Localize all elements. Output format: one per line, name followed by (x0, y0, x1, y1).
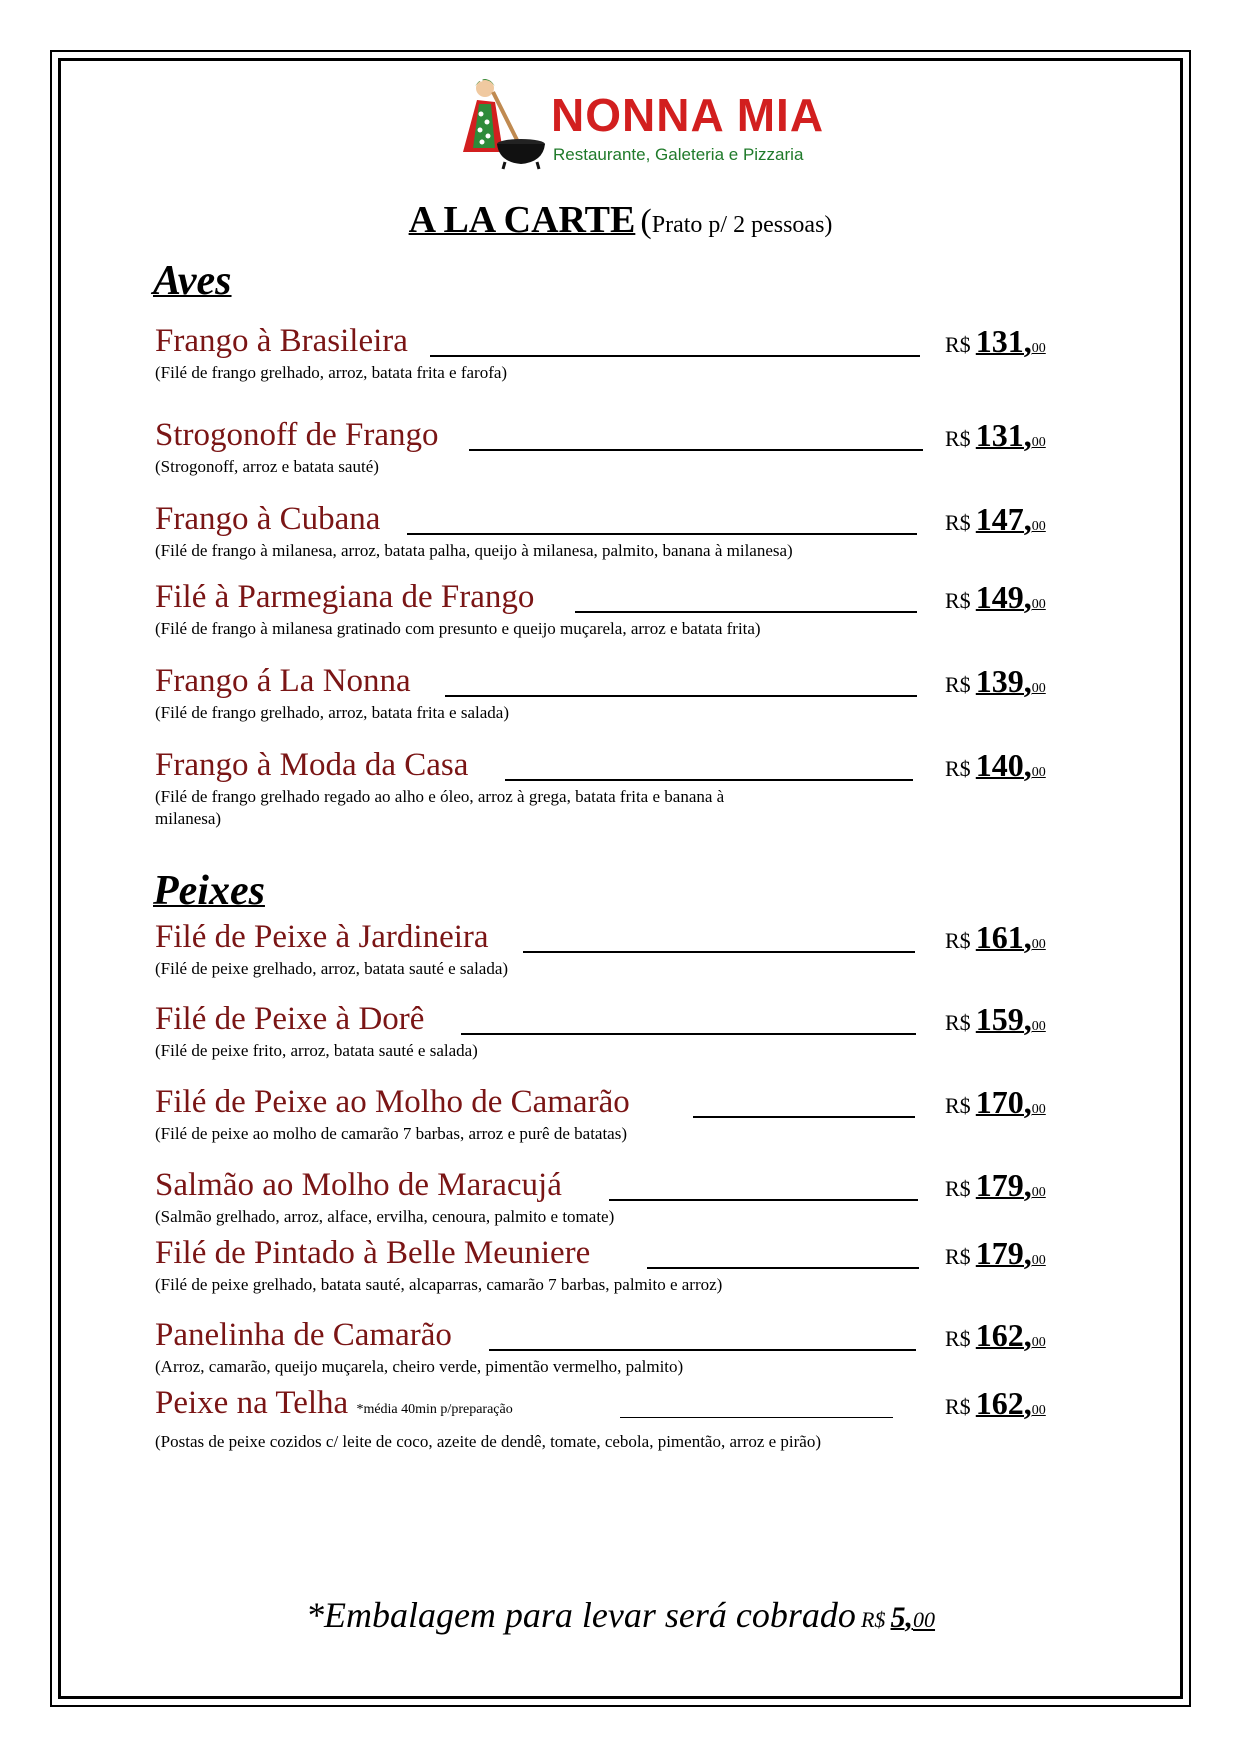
menu-subtitle: Prato p/ 2 pessoas) (651, 212, 833, 238)
item-leader-line (505, 779, 913, 781)
item-description: (Filé de frango grelhado regado ao alho e óleo, arroz à grega, batata frita e banana à milanesa) (155, 787, 725, 828)
price-integer: 140, (975, 747, 1032, 783)
item-name: Frango à Brasileira (155, 323, 408, 359)
menu-item (155, 1083, 1085, 1145)
item-price (945, 1234, 1046, 1280)
price-cents: 00 (1031, 1102, 1046, 1117)
brand-name: NONNA MIA (551, 89, 825, 141)
menu-item (155, 322, 1085, 384)
currency-symbol: R$ (945, 426, 971, 451)
item-price (945, 1384, 1046, 1430)
currency-symbol: R$ (945, 1394, 971, 1419)
item-description: (Strogonoff, arroz e batata sauté) (155, 457, 379, 476)
item-name: Filé de Peixe ao Molho de Camarão (155, 1084, 630, 1120)
item-name: Salmão ao Molho de Maracujá (155, 1167, 562, 1203)
item-leader-line (523, 951, 915, 953)
price-integer: 179, (975, 1235, 1032, 1271)
item-description: (Filé de peixe grelhado, batata sauté, alcaparras, camarão 7 barbas, palmito e arroz) (155, 1275, 723, 1294)
price-integer: 162, (975, 1385, 1032, 1421)
item-leader-line (469, 449, 923, 451)
takeaway-price-cents: 00 (913, 1607, 936, 1632)
price-integer: 179, (975, 1167, 1032, 1203)
menu-item (155, 1384, 1085, 1453)
item-description: (Filé de peixe grelhado, arroz, batata sauté e salada) (155, 959, 509, 978)
restaurant-logo (455, 70, 825, 170)
price-cents: 00 (1031, 937, 1046, 952)
item-leader-line (430, 355, 920, 357)
currency-symbol: R$ (945, 1176, 971, 1201)
item-leader-line (609, 1199, 918, 1201)
section-title-peixes: Peixes (153, 868, 265, 914)
price-cents: 00 (1031, 519, 1046, 534)
item-leader-line (620, 1417, 893, 1418)
menu-item (155, 1316, 1085, 1378)
item-leader-line (693, 1116, 915, 1118)
currency-symbol: R$ (945, 1093, 971, 1118)
item-prep-note: *média 40min p/preparação (356, 1402, 513, 1417)
item-leader-line (445, 695, 917, 697)
price-cents: 00 (1031, 1253, 1046, 1268)
price-integer: 139, (975, 663, 1032, 699)
menu-item (155, 416, 1085, 478)
currency-symbol: R$ (945, 1010, 971, 1035)
price-cents: 00 (1031, 1019, 1046, 1034)
nonna-cooking-illustration (455, 70, 555, 170)
takeaway-price-integer: 5, (890, 1601, 914, 1634)
menu-item (155, 1000, 1085, 1062)
item-price (945, 500, 1046, 546)
item-description: (Postas de peixe cozidos c/ leite de coco, azeite de dendê, tomate, cebola, pimentão, arroz e pirão) (155, 1432, 822, 1451)
currency-symbol: R$ (945, 1326, 971, 1351)
menu-item (155, 578, 1085, 640)
item-price (945, 662, 1046, 708)
price-integer: 149, (975, 579, 1032, 615)
price-integer: 131, (975, 417, 1032, 453)
currency-symbol: R$ (945, 928, 971, 953)
price-integer: 162, (975, 1317, 1032, 1353)
item-leader-line (647, 1267, 919, 1269)
item-price (945, 1316, 1046, 1362)
takeaway-currency: R$ (860, 1607, 886, 1632)
price-cents: 00 (1031, 597, 1046, 612)
item-price (945, 578, 1046, 624)
currency-symbol: R$ (945, 510, 971, 535)
item-price (945, 746, 1046, 792)
menu-item (155, 918, 1085, 980)
price-integer: 159, (975, 1001, 1032, 1037)
item-description: (Filé de peixe frito, arroz, batata sauté e salada) (155, 1041, 478, 1060)
item-name: Filé à Parmegiana de Frango (155, 579, 535, 615)
menu-item (155, 1166, 1085, 1228)
menu-item (155, 500, 1085, 562)
currency-symbol: R$ (945, 588, 971, 613)
item-price (945, 918, 1046, 964)
item-leader-line (489, 1349, 916, 1351)
item-name: Filé de Peixe à Dorê (155, 1001, 425, 1037)
item-description: (Filé de frango grelhado, arroz, batata frita e salada) (155, 703, 509, 722)
item-name: Frango à Cubana (155, 501, 381, 537)
item-leader-line (407, 533, 917, 535)
price-cents: 00 (1031, 1185, 1046, 1200)
price-cents: 00 (1031, 341, 1046, 356)
item-description: (Filé de peixe ao molho de camarão 7 barbas, arroz e purê de batatas) (155, 1124, 628, 1143)
item-name: Panelinha de Camarão (155, 1317, 452, 1353)
item-name: Frango à Moda da Casa (155, 747, 469, 783)
item-leader-line (575, 611, 917, 613)
price-cents: 00 (1031, 681, 1046, 696)
item-description: (Filé de frango à milanesa gratinado com presunto e queijo muçarela, arroz e batata frita) (155, 619, 761, 638)
takeaway-note (0, 1594, 1241, 1636)
item-description: (Filé de frango grelhado, arroz, batata frita e farofa) (155, 363, 508, 382)
item-name: Frango á La Nonna (155, 663, 411, 699)
currency-symbol: R$ (945, 1244, 971, 1269)
menu-item (155, 746, 1085, 830)
item-leader-line (461, 1033, 916, 1035)
currency-symbol: R$ (945, 672, 971, 697)
price-cents: 00 (1031, 765, 1046, 780)
menu-item (155, 1234, 1085, 1296)
price-cents: 00 (1031, 435, 1046, 450)
section-title-aves: Aves (153, 258, 232, 304)
item-price (945, 416, 1046, 462)
item-description: (Salmão grelhado, arroz, alface, ervilha, cenoura, palmito e tomate) (155, 1207, 615, 1226)
price-integer: 147, (975, 501, 1032, 537)
item-price (945, 1083, 1046, 1129)
item-price (945, 1166, 1046, 1212)
heading-paren: ( (640, 203, 652, 240)
price-cents: 00 (1031, 1335, 1046, 1350)
currency-symbol: R$ (945, 756, 971, 781)
item-name: Strogonoff de Frango (155, 417, 439, 453)
menu-heading (0, 198, 1241, 242)
menu-title: A LA CARTE (408, 199, 636, 241)
price-integer: 170, (975, 1084, 1032, 1120)
price-integer: 131, (975, 323, 1032, 359)
item-price (945, 1000, 1046, 1046)
currency-symbol: R$ (945, 332, 971, 357)
item-price (945, 322, 1046, 368)
item-description: (Arroz, camarão, queijo muçarela, cheiro verde, pimentão vermelho, palmito) (155, 1357, 684, 1376)
takeaway-text: *Embalagem para levar será cobrado (305, 1595, 856, 1635)
item-name: Peixe na Telha (155, 1385, 349, 1421)
menu-item (155, 662, 1085, 724)
item-name: Filé de Peixe à Jardineira (155, 919, 489, 955)
brand-subtitle: Restaurante, Galeteria e Pizzaria (553, 145, 804, 164)
item-description: (Filé de frango à milanesa, arroz, batata palha, queijo à milanesa, palmito, banana à milanesa) (155, 541, 793, 560)
price-cents: 00 (1031, 1403, 1046, 1418)
price-integer: 161, (975, 919, 1032, 955)
item-name: Filé de Pintado à Belle Meuniere (155, 1235, 591, 1271)
